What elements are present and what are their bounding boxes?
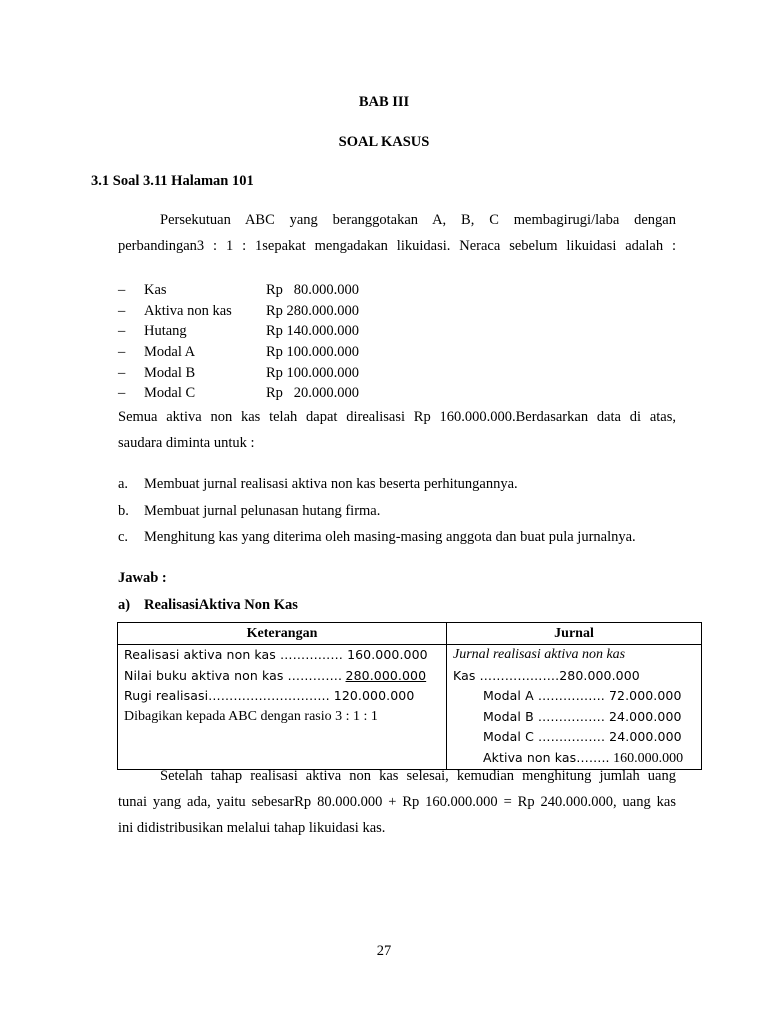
section-heading: 3.1 Soal 3.11 Halaman 101	[91, 173, 254, 189]
table-row: Nilai buku aktiva non kas …………. 280.000.000	[124, 667, 427, 683]
table-row: Realisasi aktiva non kas …………… 160.000.000	[124, 647, 428, 662]
closing-line-3: ini didistribusikan melalui tahap likuidasi kas.	[118, 820, 386, 836]
list-item: – Modal C Rp 20.000.000	[118, 385, 360, 402]
list-item: – Modal A Rp 100.000.000	[118, 344, 360, 361]
intro-line-2: perbandingan3 : 1 : 1sepakat mengadakan likuidasi. Neraca sebelum likuidasi adalah :	[118, 238, 676, 254]
list-item: c. Menghitung kas yang diterima oleh masing-masing anggota dan buat pula jurnalnya.	[118, 529, 636, 545]
table-row: Kas ……………….280.000.000	[453, 667, 640, 683]
balance-list	[118, 280, 359, 404]
list-item: b. Membuat jurnal pelunasan hutang firma.	[118, 502, 381, 519]
table-header-keterangan: Keterangan	[118, 623, 447, 645]
table-row: Aktiva non kas…….. 160.000.000	[483, 749, 684, 766]
page-title: SOAL KASUS	[338, 134, 430, 150]
list-item: – Kas Rp 80.000.000	[118, 282, 360, 298]
closing-line-2: tunai yang ada, yaitu sebesarRp 80.000.000 + Rp 160.000.000 = Rp 240.000.000, uang kas	[118, 794, 676, 810]
intro-line-1: Persekutuan ABC yang beranggotakan A, B, C membagirugi/laba dengan	[160, 212, 676, 228]
realization-line-1: Semua aktiva non kas telah dapat direalisasi Rp 160.000.000.Berdasarkan data di atas,	[118, 409, 676, 425]
task-list	[118, 474, 636, 554]
table-row: Modal C ……………. 24.000.000	[483, 729, 682, 745]
table-row: Modal A ……………. 72.000.000	[483, 688, 682, 704]
table-row: Modal B ……………. 24.000.000	[483, 708, 682, 724]
table-header-jurnal: Jurnal	[447, 623, 702, 645]
answer-label: Jawab :	[118, 570, 167, 586]
jurnal-cell	[447, 645, 702, 770]
table-row: Dibagikan kepada ABC dengan rasio 3 : 1 : 1	[124, 708, 378, 724]
chapter-heading: BAB III	[358, 94, 410, 110]
keterangan-cell	[118, 645, 447, 770]
list-item: – Aktiva non kas Rp 280.000.000	[118, 302, 360, 319]
realization-line-2: saudara diminta untuk :	[118, 435, 255, 451]
table-row: Jurnal realisasi aktiva non kas	[453, 647, 626, 662]
list-item: – Hutang Rp 140.000.000	[118, 323, 360, 340]
closing-line-1: Setelah tahap realisasi aktiva non kas selesai, kemudian menghitung jumlah uang	[160, 768, 676, 784]
realization-table	[117, 622, 702, 770]
closing-paragraph	[118, 763, 676, 841]
table-row: Rugi realisasi……………………….. 120.000.000	[124, 688, 415, 704]
realization-paragraph	[118, 404, 676, 456]
answer-subheading: a) RealisasiAktiva Non Kas	[118, 597, 298, 613]
intro-paragraph	[118, 207, 676, 259]
list-item: a. Membuat jurnal realisasi aktiva non kas beserta perhitungannya.	[118, 476, 518, 492]
page-number: 27	[376, 943, 392, 959]
list-item: – Modal B Rp 100.000.000	[118, 364, 360, 381]
